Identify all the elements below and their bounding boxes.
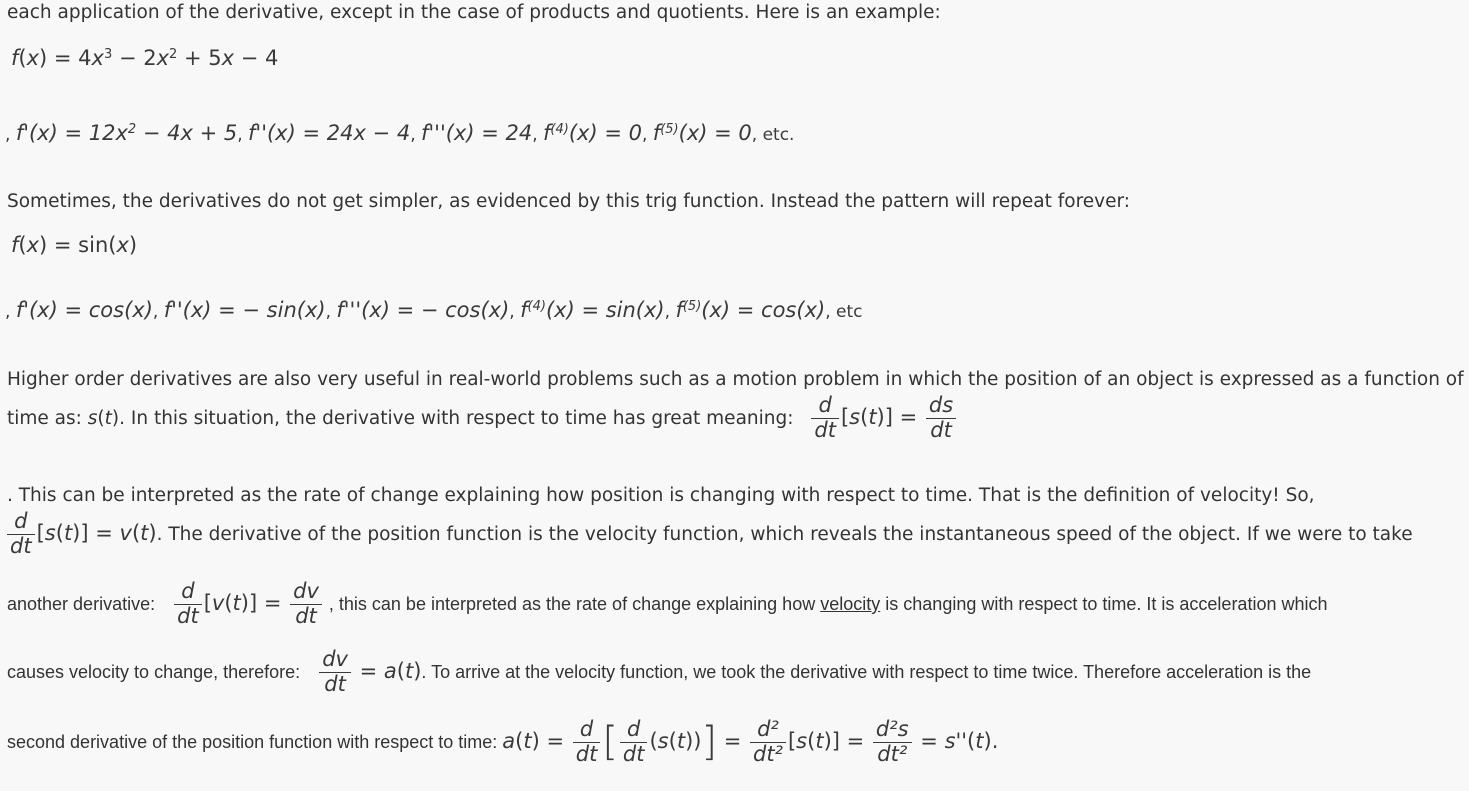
separator-comma: , xyxy=(237,125,249,145)
causes-velocity-text: causes velocity to change, therefore: xyxy=(7,662,301,683)
acceleration-causes-text: is changing with respect to time. It is acceleration which xyxy=(885,594,1328,615)
twice-text: . To arrive at the velocity function, we took the derivative with respect to time twice. Therefore acceleration is the xyxy=(421,662,1312,683)
paragraph-velocity-line1: . This can be interpreted as the rate of change explaining how position is changing with respect to time. That is the definition of velocity! So, xyxy=(7,485,1315,506)
poly-derivative-3: $f^{(4)}(x) = 0$ xyxy=(543,121,642,145)
poly-derivative-2: f'''(x) = 24 xyxy=(421,121,533,145)
another-derivative-text: another derivative: xyxy=(7,594,156,615)
trig-derivative-2: f'''(x) = − cos(x) xyxy=(336,298,510,322)
separator-comma: , xyxy=(152,302,164,322)
velocity-explanation: . The derivative of the position function is the velocity function, which reveals the instantaneous speed of the object. If we were to take xyxy=(156,524,1413,546)
poly-derivative-0: $f'(x) = 12x^2 - 4x + 5$ xyxy=(15,121,238,145)
paragraph-position-line2: time as: s(t). In this situation, the derivative with respect to time has great meaning: $\frac{d}{dt}$ [s(t)] = $\frac{ds}{dt}$ xyxy=(7,394,958,442)
trig-derivatives xyxy=(5,298,862,322)
separator-comma: , xyxy=(5,125,16,145)
rate-of-change-text: , this can be interpreted as the rate of change explaining how xyxy=(328,594,816,615)
paragraph-position-line1: Higher order derivatives are also very useful in real-world problems such as a motion problem in which the position of an object is expressed as a function of xyxy=(7,369,1464,390)
paragraph-acceleration-line2 xyxy=(7,648,1311,696)
time-as-text: time as: xyxy=(7,408,88,430)
poly-derivative-1: f''(x) = 24x − 4 xyxy=(248,121,411,145)
second-derivative-text: second derivative of the position function with respect to time: xyxy=(7,732,498,753)
velocity-underlined: velocity xyxy=(820,594,881,615)
equation-velocity: $\frac{d}{dt}$ [s(t)] = v(t) xyxy=(7,521,157,545)
equation-polynomial: $f(x) = 4x^3 - 2x^2 + 5x - 4$ xyxy=(11,46,279,70)
separator-comma: , xyxy=(641,125,653,145)
etc-text: , etc. xyxy=(751,125,795,145)
poly-derivative-4: $f^{(5)}(x) = 0$ xyxy=(652,121,752,145)
trig-intro-text: Sometimes, the derivatives do not get simpler, as evidenced by this trig function. Instead the pattern will repeat forever: xyxy=(7,191,1131,212)
trig-derivative-0: f'(x) = cos(x) xyxy=(15,298,153,322)
separator-comma: , xyxy=(325,302,337,322)
meaning-text: ). In this situation, the derivative with respect to time has great meaning: xyxy=(111,408,794,430)
separator-comma: , xyxy=(5,302,16,322)
intro-text: each application of the derivative, except in the case of products and quotients. Here is an example: xyxy=(7,2,941,23)
equation-sine: f(x) = sin(x) xyxy=(11,233,138,257)
t-symbol: t xyxy=(104,408,112,430)
equation-dv-dt: $\frac{d}{dt}$ [v(t)] = $\frac{dv}{dt}$ xyxy=(172,591,324,615)
separator-comma: , xyxy=(664,302,676,322)
equation-second-derivative: a(t) = $\frac{d}{dt}$ [ $\frac{d}{dt}$ (s(t))] = $\frac{\text{d²}}{\text{dt²}}$ [s(t)] = $\frac{\text{d²s}}{\text{dt²}}$ = s''(t). xyxy=(502,717,999,767)
separator-comma: , xyxy=(410,125,421,145)
etc-text: , etc xyxy=(825,302,863,322)
separator-comma: , xyxy=(532,125,544,145)
equation-ds-dt: $\frac{d}{dt}$ [s(t)] = $\frac{ds}{dt}$ xyxy=(809,405,958,429)
paragraph-second-derivative xyxy=(7,718,998,766)
trig-derivative-1: f''(x) = − sin(x) xyxy=(163,298,326,322)
equation-acceleration: $\frac{dv}{dt}$ = a(t) xyxy=(317,659,421,683)
paragraph-acceleration-line1 xyxy=(7,580,1328,628)
polynomial-derivatives xyxy=(5,121,794,145)
paragraph-velocity-line2 xyxy=(7,510,1413,558)
trig-derivative-3: $f^{(4)}(x) = \sin(x)$ xyxy=(520,298,665,322)
s-symbol: s xyxy=(87,408,98,430)
separator-comma: , xyxy=(509,302,521,322)
trig-derivative-4: $f^{(5)}(x) = \cos(x)$ xyxy=(675,298,826,322)
